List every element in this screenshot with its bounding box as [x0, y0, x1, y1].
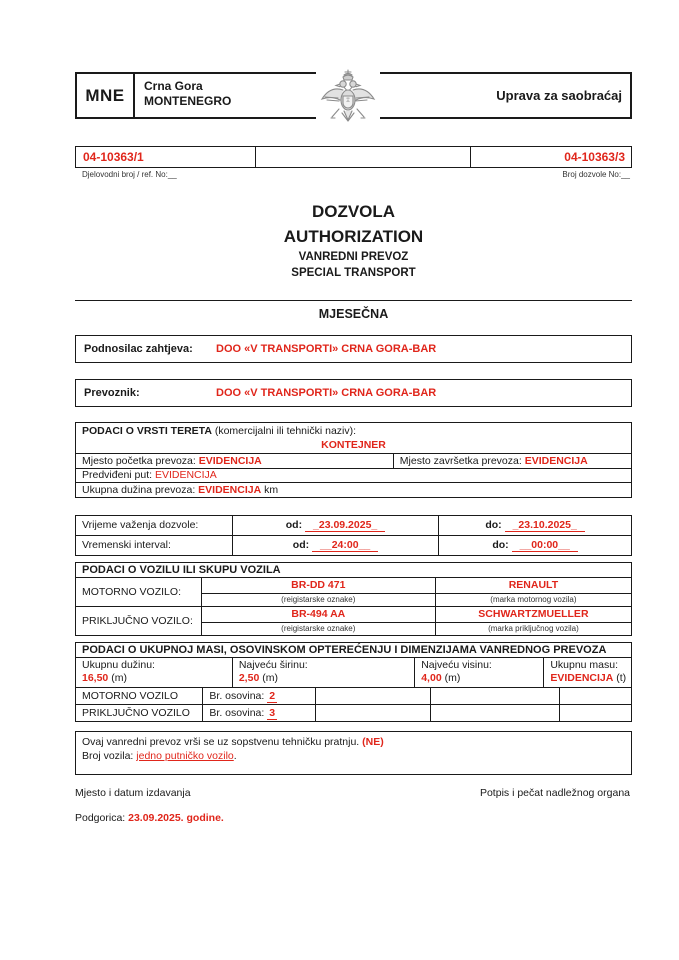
valid-from-cell: [233, 516, 439, 535]
trailer-vehicle-values: [202, 607, 631, 622]
total-length-unit: (m): [111, 672, 127, 684]
escort-line-suffix: .: [233, 750, 237, 762]
footer-labels-row: [75, 787, 632, 799]
motor-vehicle-make-caption: (marka motornog vozila): [490, 595, 577, 604]
empty-cell: [315, 705, 430, 721]
valid-to-cell: [439, 516, 631, 535]
escort-vehicle-count-label: Broj vozila:: [82, 750, 134, 762]
transport-start-value: EVIDENCIJA: [198, 455, 262, 467]
max-height-unit: (m): [444, 672, 461, 684]
transport-start-label: Mjesto početka prevoza:: [82, 455, 196, 467]
empty-cell: [430, 705, 559, 721]
cargo-title-bold: PODACI O VRSTI TERETA: [82, 425, 212, 437]
vehicles-section-title: PODACI O VOZILU ILI SKUPU VOZILA: [76, 563, 631, 578]
interval-to-cell: [439, 536, 631, 555]
vehicles-section: [75, 562, 632, 636]
reference-number-row: [75, 146, 632, 168]
escort-section: [75, 731, 632, 775]
total-distance-value: EVIDENCIJA: [198, 484, 262, 496]
trailer-vehicle-make-caption: (marka priključnog vozila): [488, 624, 579, 633]
total-length-value: 16,50: [82, 672, 109, 684]
max-height-cell: [414, 658, 543, 687]
cargo-name: KONTEJNER: [76, 438, 631, 454]
valid-to-value: _23.10.2025_: [505, 519, 585, 532]
ref-number-left-cell: [76, 147, 256, 167]
trailer-vehicle-axles-value: 3: [269, 707, 276, 719]
place-date-label: Mjesto i datum izdavanja: [75, 787, 191, 799]
dimensions-values-row: [76, 658, 631, 688]
applicant-box: [75, 335, 632, 363]
empty-cell: [559, 705, 631, 721]
validity-dates-label: Vrijeme važenja dozvole:: [76, 516, 233, 535]
signature-label: Potpis i pečat nadležnog organa: [479, 787, 630, 799]
issue-place-date-row: [75, 812, 632, 824]
subtitle-special-transport: SPECIAL TRANSPORT: [291, 266, 416, 279]
issuing-authority: Uprava za saobraćaj: [496, 88, 622, 103]
ref-caption-left: Djelovodni broj / ref. No:__: [82, 170, 177, 179]
total-mass-value: EVIDENCIJA: [550, 672, 614, 684]
title-authorization: AUTHORIZATION: [283, 227, 424, 246]
max-height-value: 4,00: [421, 672, 442, 684]
country-name-local: Crna Gora: [144, 79, 203, 93]
country-code: MNE: [77, 74, 135, 117]
validity-section: [75, 515, 632, 556]
carrier-label: Prevoznik:: [84, 387, 140, 399]
coat-of-arms-icon: [316, 66, 380, 128]
total-distance-unit: km: [264, 484, 279, 496]
motor-vehicle-make: RENAULT: [508, 579, 559, 591]
valid-from-label: od:: [285, 519, 303, 531]
total-length-cell: [76, 658, 232, 687]
dimensions-section: [75, 642, 632, 722]
escort-statement-text: Ovaj vanredni prevoz vrši se uz sopstvenu tehničku pratnju.: [82, 736, 360, 748]
total-distance-label: Ukupna dužina prevoza:: [82, 484, 196, 496]
interval-from-value: __24:00__: [312, 539, 378, 552]
planned-route-row: [76, 469, 631, 483]
motor-vehicle-captions: [202, 593, 631, 606]
planned-route-value: EVIDENCIJA: [154, 469, 217, 481]
total-mass-label: Ukupnu masu:: [550, 659, 619, 671]
transport-end-value: EVIDENCIJA: [524, 455, 588, 467]
motor-vehicle-axles-row: [76, 688, 631, 704]
trailer-vehicle-axles-cell: [202, 705, 315, 721]
time-interval-row: [76, 535, 631, 555]
issue-place-label: Podgorica:: [75, 812, 126, 824]
interval-from-label: od:: [292, 539, 310, 551]
max-height-label: Najveću visinu:: [421, 659, 492, 671]
interval-to-label: do:: [492, 539, 509, 551]
ref-number-middle-cell: [256, 147, 471, 167]
axles-count-label: Br. osovina:: [209, 690, 265, 702]
trailer-vehicle-axles-row: [76, 704, 631, 721]
trailer-vehicle-row: [76, 606, 631, 635]
max-width-cell: [232, 658, 414, 687]
escort-statement-line: [82, 735, 625, 749]
motor-vehicle-axles-value: 2: [269, 690, 276, 702]
permit-period: MJESEČNA: [318, 307, 389, 321]
total-mass-cell: [543, 658, 631, 687]
motor-vehicle-plate-caption: (reigistarske oznake): [202, 594, 436, 606]
transport-end-label: Mjesto završetka prevoza:: [399, 455, 522, 467]
interval-from-cell: [233, 536, 439, 555]
cargo-title-normal: (komercijalni ili tehnički naziv):: [214, 425, 357, 437]
motor-vehicle-values: [202, 578, 631, 593]
carrier-box: [75, 379, 632, 407]
interval-to-value: __00:00__: [512, 539, 578, 552]
escort-vehicle-count-line: [82, 749, 625, 763]
valid-to-label: do:: [485, 519, 502, 531]
trailer-vehicle-captions: [202, 622, 631, 635]
time-interval-label: Vremenski interval:: [76, 536, 233, 555]
max-width-value: 2,50: [238, 672, 260, 684]
total-mass-unit: (t): [616, 672, 627, 684]
trailer-vehicle-make: SCHWARTZMUELLER: [478, 608, 589, 620]
max-width-label: Najveću širinu:: [238, 659, 308, 671]
applicant-label: Podnosilac zahtjeva:: [84, 343, 193, 355]
planned-route-label: Predviđeni put:: [82, 469, 153, 481]
title-block: [75, 203, 632, 279]
cargo-section-title: [76, 423, 631, 438]
permit-number: 04-10363/3: [564, 150, 625, 164]
trailer-vehicle-plate: BR-494 AA: [202, 607, 436, 622]
escort-vehicle-count-value: jedno putničko vozilo: [136, 750, 234, 762]
document-header: [75, 72, 632, 119]
motor-vehicle-axles-label: MOTORNO VOZILO: [82, 690, 179, 702]
carrier-value: DOO «V TRANSPORTI» CRNA GORA-BAR: [216, 387, 437, 399]
valid-from-value: _23.09.2025_: [305, 519, 385, 532]
transport-end-cell: [394, 454, 631, 468]
subtitle-vanredni-prevoz: VANREDNI PREVOZ: [298, 251, 409, 263]
divider-line: [75, 300, 632, 301]
empty-cell: [430, 688, 559, 704]
ref-number-left: 04-10363/1: [83, 150, 144, 164]
ref-caption-right: Broj dozvole No:__: [562, 170, 630, 179]
document-content: [75, 0, 632, 824]
motor-vehicle-axles-cell: [202, 688, 315, 704]
ref-number-right-cell: [471, 147, 631, 167]
applicant-value: DOO «V TRANSPORTI» CRNA GORA-BAR: [216, 343, 437, 355]
motor-vehicle-row: [76, 578, 631, 606]
reference-captions: [75, 170, 632, 179]
validity-dates-row: [76, 516, 631, 535]
cargo-route-endpoints-row: [76, 454, 631, 469]
transport-start-cell: [76, 454, 394, 468]
trailer-vehicle-axles-label: PRIKLJUČNO VOZILO: [82, 707, 190, 719]
empty-cell: [559, 688, 631, 704]
title-dozvola: DOZVOLA: [311, 202, 396, 221]
dimensions-section-title: PODACI O UKUPNOJ MASI, OSOVINSKOM OPTEREĆENJU I DIMENZIJAMA VANREDNOG PREVOZA: [76, 643, 631, 658]
total-distance-row: [76, 483, 631, 497]
motor-vehicle-cells: [202, 578, 631, 606]
empty-cell: [315, 688, 430, 704]
axles-count-label: Br. osovina:: [209, 707, 265, 719]
motor-vehicle-plate: BR-DD 471: [202, 578, 436, 593]
cargo-section: [75, 422, 632, 498]
escort-statement-value: (NE): [362, 736, 384, 748]
motor-vehicle-label: MOTORNO VOZILO:: [76, 578, 202, 606]
issue-date-value: 23.09.2025. godine.: [128, 812, 224, 824]
trailer-vehicle-label: PRIKLJUČNO VOZILO:: [76, 607, 202, 635]
trailer-vehicle-plate-caption: (reigistarske oznake): [202, 623, 436, 635]
total-length-label: Ukupnu dužinu:: [82, 659, 155, 671]
max-width-unit: (m): [262, 672, 278, 684]
country-name-english: MONTENEGRO: [144, 94, 232, 108]
trailer-vehicle-cells: [202, 607, 631, 635]
